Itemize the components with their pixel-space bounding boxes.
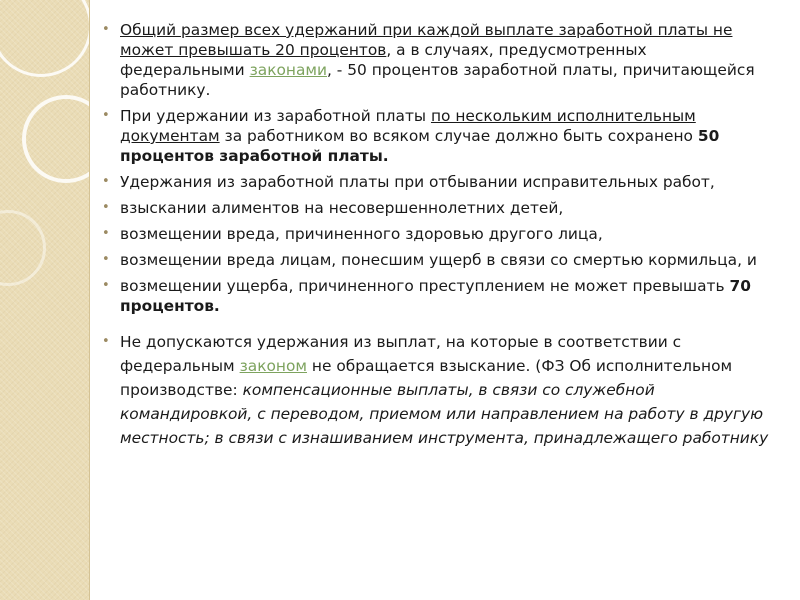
law-link[interactable]: законами [249, 61, 328, 79]
bullet-icon: • [102, 108, 110, 123]
bullet-item [100, 20, 775, 100]
bullet-item [100, 276, 775, 316]
slide-content [100, 20, 775, 456]
bullet-item [100, 106, 775, 166]
bullet-list [100, 20, 775, 450]
bullet-icon: • [102, 200, 110, 215]
sidebar-divider [89, 0, 90, 600]
bullet-icon: • [102, 174, 110, 189]
bullet-item [100, 172, 775, 192]
decorative-sidebar [0, 0, 90, 600]
text-run: возмещении ущерба, причиненного преступлением не может превышать [120, 277, 730, 295]
decorative-circle [22, 95, 90, 183]
text-run: 50 процентов заработной платы. [120, 127, 720, 165]
bullet-item [100, 224, 775, 244]
bullet-icon: • [102, 252, 110, 267]
decorative-circle [0, 210, 46, 286]
bullet-icon: • [102, 22, 110, 37]
bullet-item [100, 198, 775, 218]
text-run: Удержания из заработной платы при отбывании исправительных работ, [120, 173, 715, 191]
text-run: компенсационные выплаты, в связи со служебной командировкой, с переводом, приемом или направлением на работу в другую местность; в связи с изнашиванием инструмента, принадлежащего работнику [120, 381, 769, 447]
text-run: возмещении вреда, причиненного здоровью другого лица, [120, 225, 603, 243]
bullet-item [100, 330, 775, 450]
decorative-circle [0, 0, 90, 77]
text-run: Не допускаются удержания из выплат, на которые в соответствии с федеральным [120, 333, 682, 375]
law-link[interactable]: законом [239, 357, 307, 375]
bullet-icon: • [102, 226, 110, 241]
text-run: При удержании из заработной платы [120, 107, 431, 125]
bullet-icon: • [102, 334, 110, 349]
text-run: , а в случаях, предусмотренных федеральными [120, 41, 647, 79]
bullet-item [100, 250, 775, 270]
text-run: 70 процентов. [120, 277, 751, 315]
text-run: не обращается взыскание. (ФЗ Об исполнительном производстве: [120, 357, 733, 399]
text-run: по нескольким исполнительным документам [120, 107, 696, 145]
text-run: Общий размер всех удержаний при каждой выплате заработной платы не может превышать 20 процентов [120, 21, 733, 59]
text-run: взыскании алиментов на несовершеннолетних детей, [120, 199, 564, 217]
text-run: , - 50 процентов заработной платы, причитающейся работнику. [120, 61, 755, 99]
text-run: за работником во всяком случае должно быть сохранено [219, 127, 698, 145]
text-run: возмещении вреда лицам, понесшим ущерб в связи со смертью кормильца, и [120, 251, 757, 269]
bullet-icon: • [102, 278, 110, 293]
